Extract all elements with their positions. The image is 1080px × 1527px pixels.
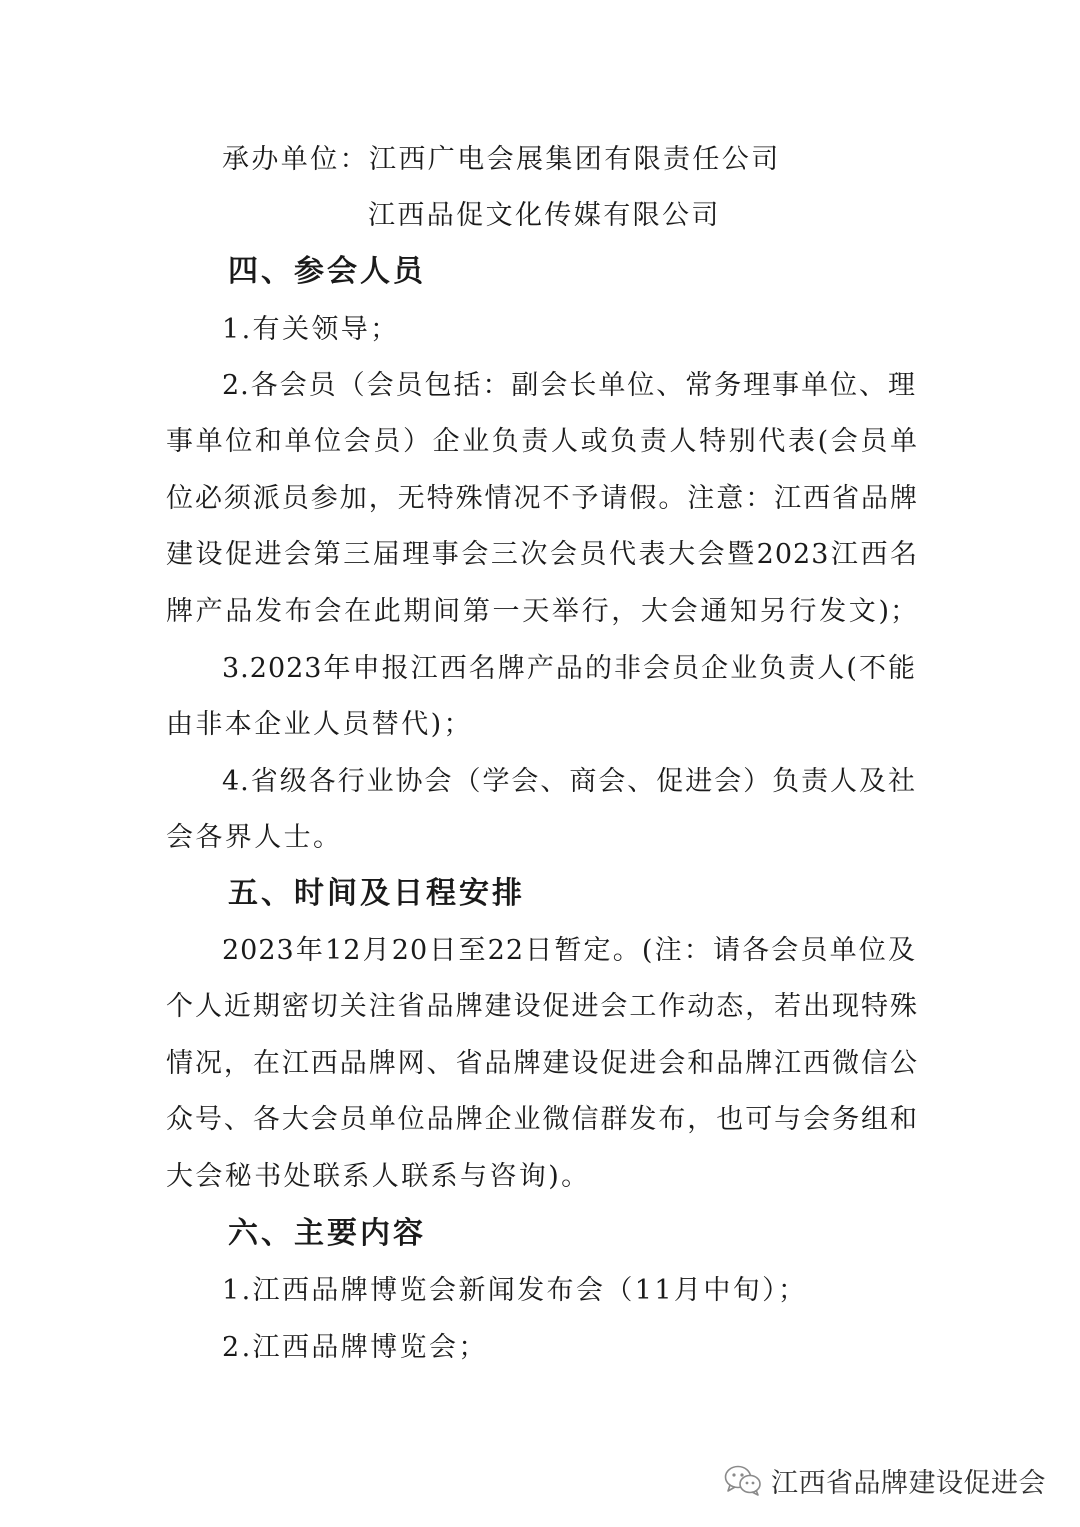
section-4-item-4-line: 4.省级各行业协会（学会、商会、促进会）负责人及社 bbox=[222, 766, 916, 797]
section-4-item-3-line: 由非本企业人员替代)； bbox=[166, 709, 473, 740]
wechat-icon bbox=[723, 1463, 763, 1497]
wechat-watermark bbox=[723, 1462, 1046, 1498]
section-5-para-line: 众号、各大会员单位品牌企业微信群发布，也可与会务组和 bbox=[166, 1104, 918, 1135]
section-4-item-2-line: 位必须派员参加，无特殊情况不予请假。注意：江西省品牌 bbox=[166, 483, 918, 514]
section-5-para-line: 情况，在江西品牌网、省品牌建设促进会和品牌江西微信公 bbox=[166, 1048, 918, 1079]
section-5-para-line: 大会秘书处联系人联系与咨询)。 bbox=[166, 1161, 591, 1192]
section-4-item-2-line: 建设促进会第三届理事会三次会员代表大会暨2023江西名 bbox=[166, 539, 918, 570]
organizer-line-2: 江西品促文化传媒有限公司 bbox=[368, 200, 721, 231]
section-4-heading: 四、参会人员 bbox=[228, 254, 426, 289]
section-5-heading: 五、时间及日程安排 bbox=[228, 876, 525, 911]
section-6-heading: 六、主要内容 bbox=[228, 1216, 426, 1251]
section-4-item-2-line: 2.各会员（会员包括：副会长单位、常务理事单位、理 bbox=[222, 370, 916, 401]
organizer-line-1: 承办单位：江西广电会展集团有限责任公司 bbox=[222, 144, 781, 175]
section-4-item-1: 1.有关领导； bbox=[222, 314, 400, 345]
section-4-item-3-line: 3.2023年申报江西名牌产品的非会员企业负责人(不能 bbox=[222, 653, 916, 684]
section-5-para-line: 2023年12月20日至22日暂定。(注：请各会员单位及 bbox=[222, 935, 916, 966]
section-6-item-1: 1.江西品牌博览会新闻发布会（11月中旬）； bbox=[222, 1275, 808, 1306]
section-4-item-2-line: 牌产品发布会在此期间第一天举行，大会通知另行发文)； bbox=[166, 596, 918, 627]
section-4-item-4-line: 会各界人士。 bbox=[166, 822, 343, 853]
watermark-account-name: 江西省品牌建设促进会 bbox=[771, 1467, 1046, 1499]
section-5-para-line: 个人近期密切关注省品牌建设促进会工作动态，若出现特殊 bbox=[166, 991, 918, 1022]
section-4-item-2-line: 事单位和单位会员）企业负责人或负责人特别代表(会员单 bbox=[166, 426, 918, 457]
section-6-item-2: 2.江西品牌博览会； bbox=[222, 1332, 488, 1363]
